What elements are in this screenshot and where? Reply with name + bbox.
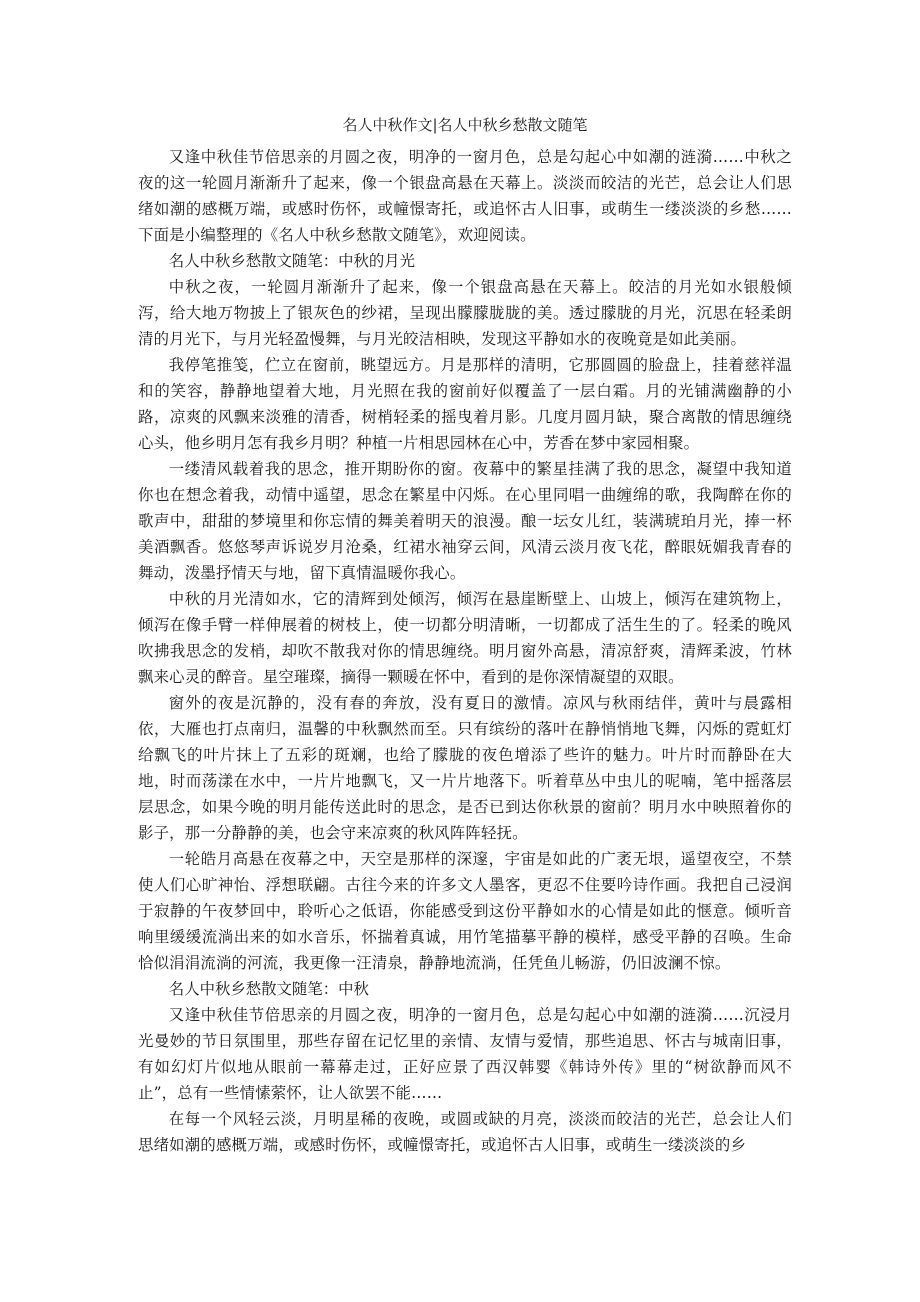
paragraph: 在每一个风轻云淡，月明星稀的夜晚，或圆或缺的月亮，淡淡而皎洁的光芒，总会让人们思绪如潮的感概万端，或感时伤怀，或幢憬寄托，或追怀古人旧事，或萌生一缕淡淡的乡 <box>138 1110 792 1154</box>
paragraph: 中秋的月光清如水，它的清辉到处倾泻，倾泻在悬崖断壁上、山坡上，倾泻在建筑物上，倾泻在像手臂一样伸展着的树枝上，使一切都分明清晰，一切都成了活生生的了。轻柔的晚风吹拂我思念的发梢，却吹不散我对你的情思缠绕。明月窗外高悬，清凉舒爽，清辉柔波，竹林飘来心灵的醉音。星空璀璨，摘得一颗暖在怀中，看到的是你深情凝望的双眼。 <box>138 590 792 686</box>
paragraph: 我停笔推笺，伫立在窗前，眺望远方。月是那样的清明，它那圆圆的脸盘上，挂着慈祥温和的笑容，静静地望着大地，月光照在我的窗前好似覆盖了一层白霜。月的光铺满幽静的小路，凉爽的风飘来淡雅的清香，树梢轻柔的摇曳着月影。几度月圆月缺，聚合离散的情思缠绕心头，他乡明月怎有我乡月明？种植一片相思园林在心中，芳香在梦中家园相聚。 <box>138 356 792 452</box>
section-subtitle: 名人中秋乡愁散文随笔：中秋 <box>168 980 369 998</box>
document-page <box>138 112 792 1158</box>
paragraph: 中秋之夜，一轮圆月渐渐升了起来，像一个银盘高悬在天幕上。皎洁的月光如水银般倾泻，给大地万物披上了银灰色的纱裙，呈现出朦朦胧胧的美。透过朦胧的月光，沉思在轻柔朗清的月光下，与月光轻盈慢舞，与月光皎洁相映，发现这平静如水的夜晚竟是如此美丽。 <box>138 278 792 348</box>
paragraph: 又逢中秋佳节倍思亲的月圆之夜，明净的一窗月色，总是勾起心中如潮的涟漪……中秋之夜的这一轮圆月渐渐升了起来，像一个银盘高悬在天幕上。淡淡而皎洁的光芒，总会让人们思绪如潮的感概万端，或感时伤怀，或幢憬寄托，或追怀古人旧事，或萌生一缕淡淡的乡愁……下面是小编整理的《名人中秋乡愁散文随笔》，欢迎阅读。 <box>138 148 792 244</box>
paragraph: 又逢中秋佳节倍思亲的月圆之夜，明净的一窗月色，总是勾起心中如潮的涟漪……沉浸月光曼妙的节日氛围里，那些存留在记忆里的亲情、友情与爱情，那些追思、怀古与城南旧事，有如幻灯片似地从眼前一幕幕走过，正好应景了西汉韩婴《韩诗外传》里的“树欲静而风不止”，总有一些情愫萦怀，让人欲罢不能…… <box>138 1006 792 1102</box>
paragraph: 一轮皓月高悬在夜幕之中，天空是那样的深邃，宇宙是如此的广袤无垠，遥望夜空，不禁使人们心旷神怡、浮想联翩。古往今来的许多文人墨客，更忍不住要吟诗作画。我把自己浸润于寂静的午夜梦回中，聆听心之低语，你能感受到这份平静如水的心情是如此的惬意。倾听音响里缓缓流淌出来的如水音乐，怀揣着真诚，用竹笔描摹平静的模样，感受平静的召唤。生命恰似涓涓流淌的河流，我更像一汪清泉，静静地流淌，任凭鱼儿畅游，仍旧波澜不惊。 <box>138 850 792 972</box>
document-title: 名人中秋作文|名人中秋乡愁散文随笔 <box>342 116 588 134</box>
paragraph: 一缕清风载着我的思念，推开期盼你的窗。夜幕中的繁星挂满了我的思念，凝望中我知道你也在想念着我，动情中遥望，思念在繁星中闪烁。在心里同唱一曲缠绵的歌，我陶醉在你的歌声中，甜甜的梦境里和你忘情的舞美着明天的浪漫。酿一坛女儿红，装满琥珀月光，捧一杯美酒飘香。悠悠琴声诉说岁月沧桑，红裙水袖穿云间，风清云淡月夜飞花，醉眼妩媚我青春的舞动，泼墨抒情天与地，留下真情温暖你我心。 <box>138 460 792 582</box>
paragraph: 窗外的夜是沉静的，没有春的奔放，没有夏日的激情。凉风与秋雨结伴，黄叶与晨露相依，大雁也打点南归，温馨的中秋飘然而至。只有缤纷的落叶在静悄悄地飞舞，闪烁的霓虹灯给飘飞的叶片抹上了五彩的斑斓，也给了朦胧的夜色增添了些许的魅力。叶片时而静卧在大地，时而荡漾在水中，一片片地飘飞，又一片片地落下。听着草丛中虫儿的呢喃，笔中摇落层层思念，如果今晚的明月能传送此时的思念，是否已到达你秋景的窗前？明月水中映照着你的影子，那一分静静的美，也会守来凉爽的秋风阵阵轻抚。 <box>138 694 792 842</box>
section-subtitle: 名人中秋乡愁散文随笔：中秋的月光 <box>168 252 416 270</box>
